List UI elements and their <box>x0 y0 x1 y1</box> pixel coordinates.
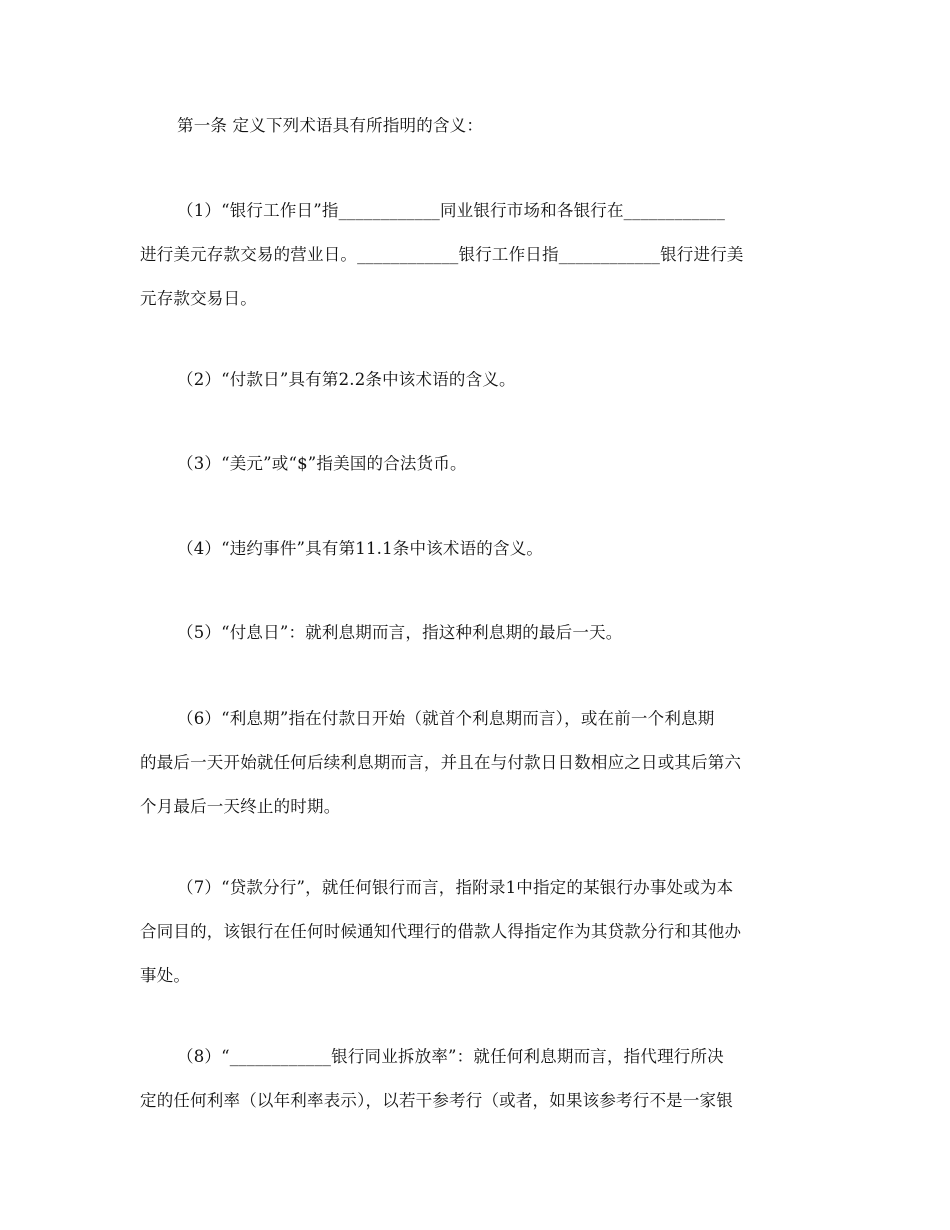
definition-1 <box>140 189 812 321</box>
definition-4 <box>140 527 812 571</box>
article-heading-text: 第一条 定义下列术语具有所指明的含义： <box>177 116 484 135</box>
definition-3 <box>140 442 812 486</box>
definition-8-line-2: 定的任何利率（以年利率表示），以若干参考行（或者，如果该参考行不是一家银 <box>140 1091 733 1110</box>
definition-6-line-1: （6）“利息期”指在付款日开始（就首个利息期而言），或在前一个利息期 <box>177 709 715 728</box>
definition-3-line-1: （3）“美元”或“$”指美国的合法货币。 <box>177 454 467 473</box>
definition-4-line-1: （4）“违约事件”具有第11.1条中该术语的含义。 <box>177 539 544 558</box>
definition-6 <box>140 697 812 829</box>
definition-7-line-2: 合同目的，该银行在任何时候通知代理行的借款人得指定作为其贷款分行和其他办 <box>140 922 742 941</box>
definition-2 <box>140 358 812 402</box>
definition-5-line-1: （5）“付息日”：就利息期而言，指这种利息期的最后一天。 <box>177 623 623 642</box>
definition-1-line-3: 元存款交易日。 <box>140 289 257 308</box>
definition-1-line-1: （1）“银行工作日”指____________同业银行市场和各银行在____________ <box>177 201 726 220</box>
definition-7-line-1: （7）“贷款分行”，就任何银行而言，指附录1中指定的某银行办事处或为本 <box>177 878 734 897</box>
definition-6-line-3: 个月最后一天终止的时期。 <box>140 797 341 816</box>
definition-5 <box>140 611 812 655</box>
definition-7-line-3: 事处。 <box>140 966 191 985</box>
definition-8 <box>140 1035 812 1123</box>
definition-7 <box>140 866 812 998</box>
definition-1-line-2: 进行美元存款交易的营业日。____________银行工作日指____________银行进行美 <box>140 245 744 264</box>
definition-2-line-1: （2）“付款日”具有第2.2条中该术语的含义。 <box>177 370 516 389</box>
definition-8-line-1: （8）“____________银行同业拆放率”：就任何利息期而言，指代理行所决 <box>177 1047 724 1066</box>
definition-6-line-2: 的最后一天开始就任何后续利息期而言，并且在与付款日日数相应之日或其后第六 <box>140 753 742 772</box>
article-heading <box>140 104 812 148</box>
